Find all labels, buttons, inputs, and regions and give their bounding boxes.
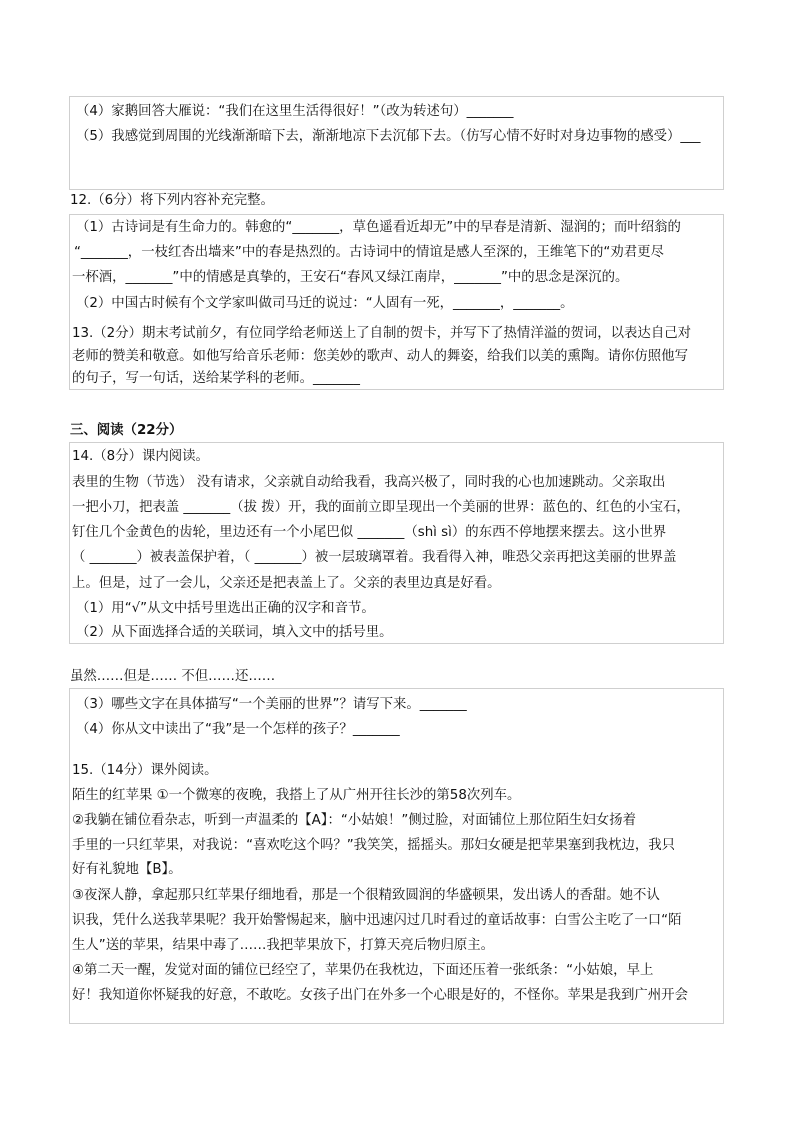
- q14-passage-4: （ _______）被表盖保护着，（ _______）被一层玻璃罩着。我看得入神，唯恐父亲再把这美丽的世界盖: [72, 550, 677, 565]
- q14-question-3: （3）哪些文字在具体描写“一个美丽的世界”？请写下来。_______: [76, 697, 467, 712]
- q14-question-1: （1）用“√”从文中括号里选出正确的汉字和音节。: [76, 601, 375, 616]
- q14-question-2: （2）从下面选择合适的关联词，填入文中的括号里。: [76, 625, 393, 640]
- q15-passage-3: 手里的一只红苹果，对我说：“喜欢吃这个吗？”我笑笑，摇摇头。那妇女硬是把苹果塞到我枕边，我只: [72, 838, 676, 853]
- q15-passage-9: 好！我知道你怀疑我的好意，不敢吃。女孩子出门在外多一个心眼是好的，不怪你。苹果是我到广州开会: [72, 988, 688, 1003]
- q13-line-2: 老师的赞美和敬意。如他写给音乐老师：您美妙的歌声、动人的舞姿，给我们以美的熏陶。请你仿照他写: [72, 349, 688, 364]
- q15-passage-7: 生人”送的苹果，结果中毒了……我把苹果放下，打算天亮后物归原主。: [72, 938, 495, 953]
- q11-item5: （5）我感觉到周围的光线渐渐暗下去，渐渐地凉下去沉郁下去。（仿写心情不好时对身边事物的感受）___: [76, 129, 701, 144]
- q14-heading: 14.（8分）课内阅读。: [72, 449, 209, 464]
- q14-passage-1: 表里的生物（节选） 没有请求，父亲就自动给我看，我高兴极了，同时我的心也加速跳动。父亲取出: [72, 475, 666, 490]
- q12-line-4: （2）中国古时候有个文学家叫做司马迁的说过：“人固有一死，_______，_______。: [76, 296, 574, 311]
- q14-passage-5: 上。但是，过了一会儿，父亲还是把表盖上了。父亲的表里边真是好看。: [72, 576, 501, 591]
- q13-line-1: 13.（2分）期末考试前夕，有位同学给老师送上了自制的贺卡，并写下了热情洋溢的贺词，以表达自己对: [72, 326, 691, 341]
- q12-line-1: （1）古诗词是有生命力的。韩愈的“_______，草色遥看近却无”中的早春是清新、湿润的；而叶绍翁的: [76, 220, 681, 235]
- q15-passage-6: 识我，凭什么送我苹果呢？我开始警惕起来，脑中迅速闪过几时看过的童话故事：白雪公主吃了一口“陌: [72, 913, 682, 928]
- q13-line-3: 的句子，写一句话，送给某学科的老师。_______: [72, 371, 360, 386]
- q14-question-4: （4）你从文中读出了“我”是一个怎样的孩子？_______: [76, 722, 400, 737]
- q12-heading: 12.（6分）将下列内容补充完整。: [70, 193, 274, 208]
- q15-heading: 15.（14分）课外阅读。: [72, 763, 218, 778]
- q14-passage-2: 一把小刀，把表盖 _______（拔 拨）开，我的面前立即呈现出一个美丽的世界：蓝色的、红色的小宝石，: [72, 500, 690, 515]
- q14-passage-3: 钉住几个金黄色的齿轮，里边还有一个小尾巴似 _______（shì sì）的东西不停地摆来摆去。这小世界: [72, 525, 667, 540]
- q11-item4: （4）家鹅回答大雁说：“我们在这里生活得很好！”（改为转述句）_______: [76, 104, 514, 119]
- q15-passage-4: 好有礼貌地【B】。: [72, 862, 182, 877]
- q15-passage-2: ②我躺在铺位看杂志，听到一声温柔的【A】：“小姑娘！”侧过脸，对面铺位上那位陌生妇女扬着: [72, 813, 636, 828]
- q14-options: 虽然……但是…… 不但……还……: [70, 669, 276, 684]
- q15-passage-8: ④第二天一醒，发觉对面的铺位已经空了，苹果仍在我枕边，下面还压着一张纸条：“小姑娘，早上: [72, 963, 654, 978]
- q12-line-3: 一杯酒，_______”中的情感是真挚的，王安石“春风又绿江南岸，_______”中的思念是深沉的。: [72, 270, 629, 285]
- section-title: 三、阅读（22分）: [70, 423, 183, 438]
- q15-passage-1: 陌生的红苹果 ①一个微寒的夜晚，我搭上了从广州开往长沙的第58次列车。: [72, 788, 521, 803]
- q15-passage-5: ③夜深人静，拿起那只红苹果仔细地看，那是一个很精致圆润的华盛顿果，发出诱人的香甜。她不认: [72, 888, 660, 903]
- q12-line-2: “_______，一枝红杏出墙来”中的春是热烈的。古诗词中的情谊是感人至深的，王维笔下的“劝君更尽: [74, 245, 664, 260]
